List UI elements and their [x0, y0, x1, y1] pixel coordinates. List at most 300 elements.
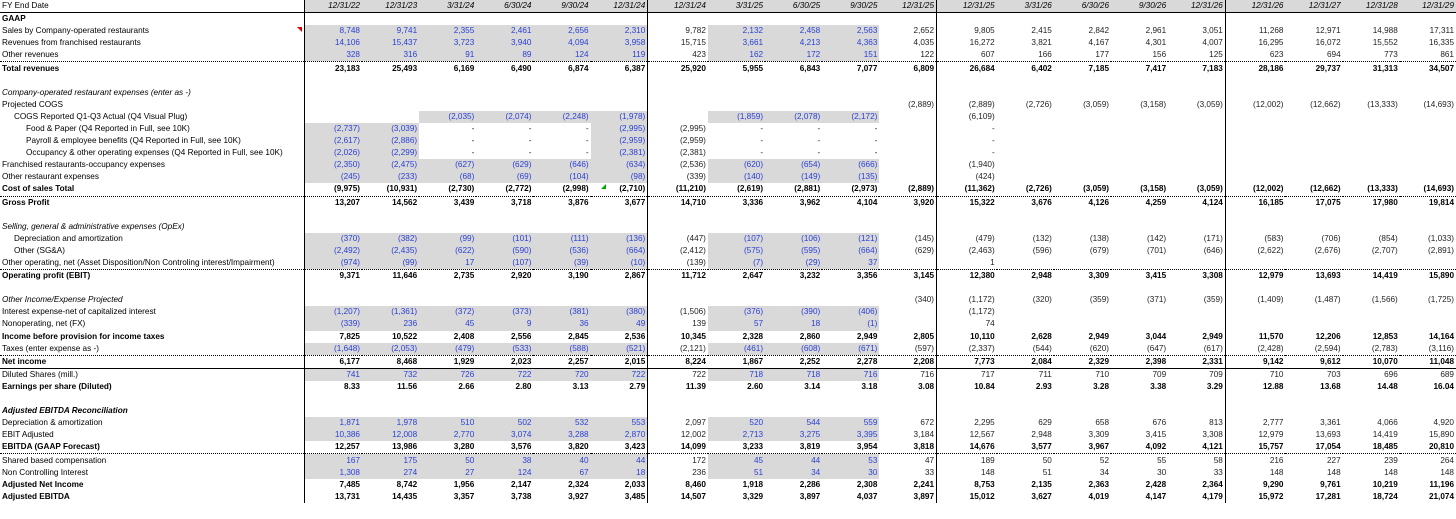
cell[interactable]: 89	[476, 49, 533, 62]
cell[interactable]	[1400, 171, 1456, 183]
cell[interactable]: 2,920	[476, 270, 533, 283]
cell[interactable]	[708, 294, 765, 306]
cell[interactable]	[591, 294, 648, 306]
cell[interactable]: 4,126	[1054, 196, 1111, 209]
row-label[interactable]: FY End Date	[0, 0, 305, 13]
cell[interactable]: (390)	[765, 306, 822, 318]
cell[interactable]	[1343, 393, 1400, 405]
cell[interactable]: 14,419	[1343, 270, 1400, 283]
cell[interactable]: (11,210)	[648, 183, 708, 196]
cell[interactable]: 2,458	[765, 25, 822, 37]
cell[interactable]: (245)	[305, 171, 362, 183]
cell[interactable]: 676	[1152, 418, 1167, 428]
cell[interactable]	[1400, 306, 1456, 318]
cell[interactable]	[533, 209, 590, 221]
cell[interactable]	[1111, 221, 1168, 233]
cell[interactable]: (3,059)	[1196, 184, 1223, 194]
cell[interactable]: 3,423	[624, 442, 646, 452]
cell[interactable]: 1,956	[453, 479, 475, 489]
cell[interactable]: 2,870	[591, 429, 648, 441]
cell[interactable]: 3,962	[765, 196, 822, 209]
cell[interactable]: 1,308	[305, 467, 362, 479]
cell[interactable]: 3,576	[510, 442, 532, 452]
cell[interactable]: 553	[591, 417, 648, 429]
cell[interactable]: (1,648)	[305, 343, 362, 356]
cell[interactable]: (340)	[914, 295, 935, 305]
cell[interactable]: 4,213	[765, 37, 822, 49]
cell[interactable]	[1285, 13, 1342, 26]
cell[interactable]: 29,737	[1285, 62, 1342, 75]
cell[interactable]	[476, 75, 533, 87]
cell[interactable]: 12,979	[1225, 270, 1285, 283]
cell[interactable]: 14,106	[305, 37, 362, 49]
cell[interactable]	[362, 221, 419, 233]
cell[interactable]: (679)	[1089, 245, 1110, 255]
cell[interactable]	[1285, 221, 1342, 233]
cell[interactable]: 16,185	[1225, 196, 1285, 209]
cell[interactable]: (7)	[708, 257, 765, 270]
cell[interactable]	[1225, 159, 1285, 171]
cell[interactable]: 9,805	[937, 25, 997, 37]
cell[interactable]: (233)	[362, 171, 419, 183]
cell[interactable]: (171)	[1203, 233, 1223, 243]
cell[interactable]	[533, 99, 590, 111]
row-label[interactable]: Other revenues	[2, 50, 59, 60]
cell[interactable]	[362, 111, 419, 123]
cell[interactable]: 711	[997, 368, 1054, 381]
cell[interactable]: 139	[648, 318, 708, 330]
cell[interactable]: 74	[937, 318, 997, 330]
cell[interactable]: 124	[533, 49, 590, 62]
cell[interactable]: (370)	[305, 233, 362, 245]
cell[interactable]: 12,008	[362, 429, 419, 441]
cell[interactable]	[1225, 87, 1285, 99]
cell[interactable]	[1400, 123, 1456, 135]
cell[interactable]: 3,074	[476, 429, 533, 441]
cell[interactable]	[1285, 282, 1342, 294]
cell[interactable]: 7,183	[1168, 62, 1225, 75]
cell[interactable]: (111)	[533, 233, 590, 245]
cell[interactable]	[1285, 123, 1342, 135]
cell[interactable]: 40	[533, 454, 590, 467]
cell[interactable]: (2,959)	[591, 135, 648, 147]
cell[interactable]: 14,988	[1372, 26, 1398, 36]
cell[interactable]: 9,782	[648, 25, 708, 37]
cell[interactable]: 16,295	[1225, 37, 1285, 49]
cell[interactable]	[533, 393, 590, 405]
cell[interactable]: 658	[1095, 418, 1110, 428]
cell[interactable]	[1054, 75, 1111, 87]
cell[interactable]	[1285, 159, 1342, 171]
cell[interactable]: (2,783)	[1371, 343, 1398, 353]
cell[interactable]: 3,958	[591, 37, 648, 49]
cell[interactable]	[419, 13, 476, 26]
cell[interactable]: 3,927	[568, 491, 589, 501]
cell[interactable]: 52	[1054, 454, 1111, 467]
cell[interactable]: 3,439	[419, 196, 476, 209]
cell[interactable]: (339)	[648, 171, 708, 183]
cell[interactable]	[1225, 282, 1285, 294]
cell[interactable]: 694	[1326, 50, 1341, 60]
cell[interactable]	[879, 221, 936, 233]
cell[interactable]: 15,757	[1225, 441, 1285, 454]
cell[interactable]: 3,577	[1031, 442, 1052, 452]
cell[interactable]	[822, 13, 879, 26]
cell[interactable]: 148	[1440, 467, 1454, 477]
cell[interactable]: 6/30/25	[765, 0, 822, 13]
cell[interactable]: 1	[937, 257, 997, 270]
cell[interactable]	[419, 209, 476, 221]
cell[interactable]	[997, 282, 1054, 294]
cell[interactable]	[533, 221, 590, 233]
cell[interactable]	[1054, 209, 1111, 221]
row-label[interactable]: Income before provision for income taxes	[2, 331, 165, 341]
cell[interactable]	[822, 405, 879, 417]
cell[interactable]	[997, 123, 1054, 135]
cell[interactable]: 175	[362, 454, 419, 467]
cell[interactable]: 4,066	[1377, 418, 1398, 428]
cell[interactable]	[591, 393, 648, 405]
row-label[interactable]: Adjusted EBITDA Reconciliation	[2, 406, 128, 416]
cell[interactable]: 19,814	[1400, 196, 1456, 209]
cell[interactable]: 4,092	[1145, 442, 1167, 452]
cell[interactable]: 3,361	[1320, 418, 1341, 428]
cell[interactable]	[591, 221, 648, 233]
cell[interactable]: 2,777	[1225, 417, 1285, 429]
row-label[interactable]: Operating profit (EBIT)	[0, 270, 305, 283]
cell[interactable]	[879, 111, 936, 123]
cell[interactable]: 3,954	[856, 442, 878, 452]
cell[interactable]: (2,350)	[305, 159, 362, 171]
cell[interactable]: 4,147	[1145, 491, 1167, 501]
cell[interactable]	[476, 209, 533, 221]
cell[interactable]	[476, 294, 533, 306]
cell[interactable]	[879, 282, 936, 294]
cell[interactable]: (1,033)	[1428, 233, 1454, 243]
cell[interactable]: 3,329	[742, 491, 764, 501]
cell[interactable]: (382)	[362, 233, 419, 245]
cell[interactable]: 532	[533, 417, 590, 429]
cell[interactable]: 2,363	[1088, 479, 1110, 489]
cell[interactable]: (608)	[765, 343, 822, 356]
cell[interactable]: 17,075	[1285, 196, 1342, 209]
row-label[interactable]: Franchised restaurants-occupancy expenses	[2, 160, 165, 170]
cell[interactable]: 4,167	[1088, 38, 1110, 48]
row-label[interactable]: Adjusted Net Income	[2, 479, 84, 489]
cell[interactable]	[822, 209, 879, 221]
cell[interactable]: (2,536)	[648, 159, 708, 171]
cell[interactable]	[476, 99, 533, 111]
cell[interactable]	[1225, 111, 1285, 123]
cell[interactable]: 4,121	[1202, 442, 1223, 452]
comment-indicator[interactable]	[297, 27, 302, 32]
cell[interactable]: 2,949	[856, 331, 878, 341]
cell[interactable]: 2,308	[856, 479, 878, 489]
cell[interactable]: 21,074	[1428, 491, 1454, 501]
cell[interactable]	[1343, 221, 1400, 233]
cell[interactable]: 328	[305, 49, 362, 62]
row-label[interactable]: Food & Paper (Q4 Reported in Full, see 10K)	[26, 123, 190, 133]
cell[interactable]: 13,207	[305, 196, 362, 209]
cell[interactable]	[1343, 209, 1400, 221]
cell[interactable]: (1,506)	[648, 306, 708, 318]
cell[interactable]: 3,184	[913, 430, 935, 440]
cell[interactable]	[822, 75, 879, 87]
cell[interactable]: 17,311	[1429, 26, 1454, 36]
cell[interactable]	[1225, 405, 1285, 417]
row-label[interactable]: Revenues from franchised restaurants	[2, 38, 141, 48]
cell[interactable]: 17,281	[1315, 491, 1341, 501]
cell[interactable]	[1343, 13, 1400, 26]
cell[interactable]: 11.56	[397, 381, 418, 391]
cell[interactable]: -	[874, 123, 878, 133]
cell[interactable]: 2,556	[510, 331, 532, 341]
cell[interactable]: 2,770	[419, 429, 476, 441]
cell[interactable]: 2.80	[515, 381, 532, 391]
cell[interactable]	[362, 209, 419, 221]
cell[interactable]: 264	[1400, 454, 1456, 467]
cell[interactable]: (424)	[937, 171, 997, 183]
cell[interactable]	[765, 282, 822, 294]
cell[interactable]	[648, 405, 708, 417]
row-label[interactable]: Diluted Shares (mill.)	[0, 368, 305, 381]
cell[interactable]	[1225, 257, 1285, 270]
cell[interactable]: 3,415	[1145, 430, 1167, 440]
cell[interactable]	[1400, 13, 1456, 26]
cell[interactable]: 51	[708, 467, 765, 479]
cell[interactable]	[591, 13, 648, 26]
cell[interactable]: 716	[879, 368, 936, 381]
cell[interactable]: 9,290	[1225, 479, 1285, 491]
cell[interactable]: 2,563	[822, 25, 879, 37]
cell[interactable]: 177	[1095, 50, 1110, 60]
cell[interactable]	[648, 99, 708, 111]
cell[interactable]	[1054, 318, 1111, 330]
cell[interactable]: (2,492)	[305, 245, 362, 257]
cell[interactable]: 91	[419, 49, 476, 62]
cell[interactable]: 2,628	[1031, 331, 1052, 341]
cell[interactable]: (2,381)	[648, 147, 708, 159]
cell[interactable]	[1111, 13, 1168, 26]
cell[interactable]: 11.39	[648, 381, 708, 393]
cell[interactable]: 2,948	[997, 270, 1054, 283]
cell[interactable]: 3.13	[572, 381, 589, 391]
cell[interactable]: 125	[1209, 50, 1223, 60]
cell[interactable]: 717	[937, 368, 997, 381]
cell[interactable]: 6,387	[591, 62, 648, 75]
cell[interactable]: 3,676	[997, 196, 1054, 209]
cell[interactable]: 16,335	[1428, 38, 1454, 48]
cell[interactable]: (2,248)	[533, 111, 590, 123]
cell[interactable]	[591, 209, 648, 221]
cell[interactable]	[305, 282, 362, 294]
cell[interactable]	[879, 87, 936, 99]
cell[interactable]: 1,918	[742, 479, 764, 489]
cell[interactable]	[305, 111, 362, 123]
row-label[interactable]: Non Controlling Interest	[2, 467, 89, 477]
cell[interactable]: (12,002)	[1225, 183, 1285, 196]
cell[interactable]: 11,048	[1400, 355, 1456, 368]
cell[interactable]: 520	[708, 417, 765, 429]
cell[interactable]: (617)	[1203, 343, 1223, 353]
cell[interactable]: -	[528, 123, 532, 133]
row-label[interactable]: Nonoperating, net (FX)	[2, 319, 86, 329]
cell[interactable]: (371)	[1147, 295, 1167, 305]
cell[interactable]: 2,084	[997, 355, 1054, 368]
cell[interactable]: 12,853	[1372, 331, 1398, 341]
cell[interactable]	[879, 75, 936, 87]
cell[interactable]	[1168, 13, 1225, 26]
cell[interactable]: 4,035	[913, 38, 935, 48]
cell[interactable]: (2,475)	[362, 159, 419, 171]
cell[interactable]: (2,594)	[1314, 343, 1341, 353]
cell[interactable]: 2.66	[458, 381, 475, 391]
cell[interactable]: 1,871	[305, 417, 362, 429]
cell[interactable]: 7,417	[1111, 62, 1168, 75]
cell[interactable]: 12/31/22	[305, 0, 362, 13]
cell[interactable]: 3,233	[742, 442, 764, 452]
cell[interactable]	[1343, 159, 1400, 171]
cell[interactable]: 3,661	[708, 37, 765, 49]
cell[interactable]: 6,402	[997, 62, 1054, 75]
cell[interactable]: (359)	[1089, 295, 1110, 305]
cell[interactable]: -	[937, 135, 997, 147]
cell[interactable]: 2,845	[568, 331, 589, 341]
cell[interactable]: 9/30/26	[1111, 0, 1168, 13]
row-label[interactable]: COGS Reported Q1-Q3 Actual (Q4 Visual Plug)	[14, 111, 188, 121]
cell[interactable]: 2,428	[1145, 479, 1167, 489]
cell[interactable]: 3,309	[1088, 430, 1110, 440]
cell[interactable]: (654)	[765, 159, 822, 171]
cell[interactable]: 12/31/26	[1225, 0, 1285, 13]
cell[interactable]	[362, 282, 419, 294]
cell[interactable]	[1343, 75, 1400, 87]
cell[interactable]: (3,158)	[1140, 99, 1167, 109]
cell[interactable]: 34	[765, 467, 822, 479]
cell[interactable]: 2,961	[1145, 26, 1167, 36]
row-label[interactable]: EBITDA (GAAP Forecast)	[2, 442, 100, 452]
cell[interactable]: 20,810	[1428, 442, 1454, 452]
cell[interactable]: 148	[1225, 467, 1285, 479]
cell[interactable]: 4,179	[1202, 491, 1223, 501]
cell[interactable]: (14,693)	[1423, 184, 1454, 194]
cell[interactable]: 37	[822, 257, 879, 270]
cell[interactable]	[1168, 171, 1225, 183]
cell[interactable]: 50	[419, 454, 476, 467]
cell[interactable]	[1225, 171, 1285, 183]
cell[interactable]: -	[817, 136, 821, 146]
cell[interactable]: (521)	[591, 343, 648, 356]
cell[interactable]	[937, 13, 997, 26]
cell[interactable]	[997, 221, 1054, 233]
cell[interactable]	[591, 75, 648, 87]
cell[interactable]	[937, 87, 997, 99]
cell[interactable]: -	[760, 136, 764, 146]
cell[interactable]: 3,336	[708, 196, 765, 209]
cell[interactable]: 6,490	[476, 62, 533, 75]
cell[interactable]: (671)	[822, 343, 879, 356]
cell[interactable]: -	[760, 123, 764, 133]
cell[interactable]	[1225, 123, 1285, 135]
row-label[interactable]: Other (SG&A)	[14, 245, 65, 255]
cell[interactable]	[708, 99, 765, 111]
cell[interactable]: (1,978)	[591, 111, 648, 123]
cell[interactable]: 15,322	[937, 196, 997, 209]
row-label[interactable]: Gross Profit	[0, 196, 305, 209]
cell[interactable]: 2,132	[708, 25, 765, 37]
cell[interactable]: 3,415	[1111, 270, 1168, 283]
cell[interactable]: 14,099	[648, 441, 708, 454]
cell[interactable]	[305, 405, 362, 417]
cell[interactable]: 8,753	[937, 479, 997, 491]
cell[interactable]: 17,980	[1343, 196, 1400, 209]
cell[interactable]	[1054, 159, 1111, 171]
cell[interactable]: 4,007	[1202, 38, 1223, 48]
cell[interactable]: 3,356	[822, 270, 879, 283]
cell[interactable]: 3,723	[419, 37, 476, 49]
cell[interactable]: (596)	[1032, 245, 1052, 255]
cell[interactable]: 9/30/25	[822, 0, 879, 13]
cell[interactable]: (406)	[822, 306, 879, 318]
cell[interactable]: 9,371	[305, 270, 362, 283]
cell[interactable]	[648, 393, 708, 405]
cell[interactable]	[362, 99, 419, 111]
cell[interactable]	[533, 282, 590, 294]
cell[interactable]	[1111, 75, 1168, 87]
cell[interactable]: 4,259	[1111, 196, 1168, 209]
cell[interactable]: 689	[1400, 368, 1456, 381]
cell[interactable]	[1054, 257, 1111, 270]
cell[interactable]: 38	[476, 454, 533, 467]
cell[interactable]	[708, 393, 765, 405]
cell[interactable]	[1225, 318, 1285, 330]
cell[interactable]: -	[874, 148, 878, 158]
cell[interactable]: 14,419	[1372, 430, 1398, 440]
cell[interactable]	[997, 159, 1054, 171]
cell[interactable]	[1400, 257, 1456, 270]
cell[interactable]: 14,676	[937, 441, 997, 454]
cell[interactable]: 57	[708, 318, 765, 330]
cell[interactable]: 3.29	[1206, 381, 1223, 391]
cell[interactable]: 2,713	[708, 429, 765, 441]
cell[interactable]	[822, 99, 879, 111]
cell[interactable]: 23,183	[305, 62, 362, 75]
cell[interactable]: 55	[1111, 454, 1168, 467]
cell[interactable]: 15,552	[1372, 38, 1398, 48]
cell[interactable]	[1054, 135, 1111, 147]
cell[interactable]	[1400, 75, 1456, 87]
cell[interactable]: 2.79	[629, 381, 646, 391]
cell[interactable]: (12,002)	[1225, 99, 1285, 111]
cell[interactable]	[765, 87, 822, 99]
cell[interactable]: 44	[765, 454, 822, 467]
cell[interactable]: 2,015	[591, 355, 648, 368]
cell[interactable]: 12,380	[937, 270, 997, 283]
cell[interactable]: 172	[765, 49, 822, 62]
cell[interactable]: 122	[920, 50, 935, 60]
cell[interactable]: 16.04	[1433, 381, 1454, 391]
cell[interactable]	[1111, 111, 1168, 123]
row-label[interactable]: Shared based compensation	[0, 454, 305, 467]
cell[interactable]	[879, 123, 936, 135]
cell[interactable]: 45	[419, 318, 476, 330]
cell[interactable]: (68)	[419, 171, 476, 183]
cell[interactable]: 4,019	[1088, 491, 1110, 501]
cell[interactable]: 17	[419, 257, 476, 270]
cell[interactable]: 607	[937, 49, 997, 62]
cell[interactable]	[1285, 405, 1342, 417]
cell[interactable]: 274	[362, 467, 419, 479]
